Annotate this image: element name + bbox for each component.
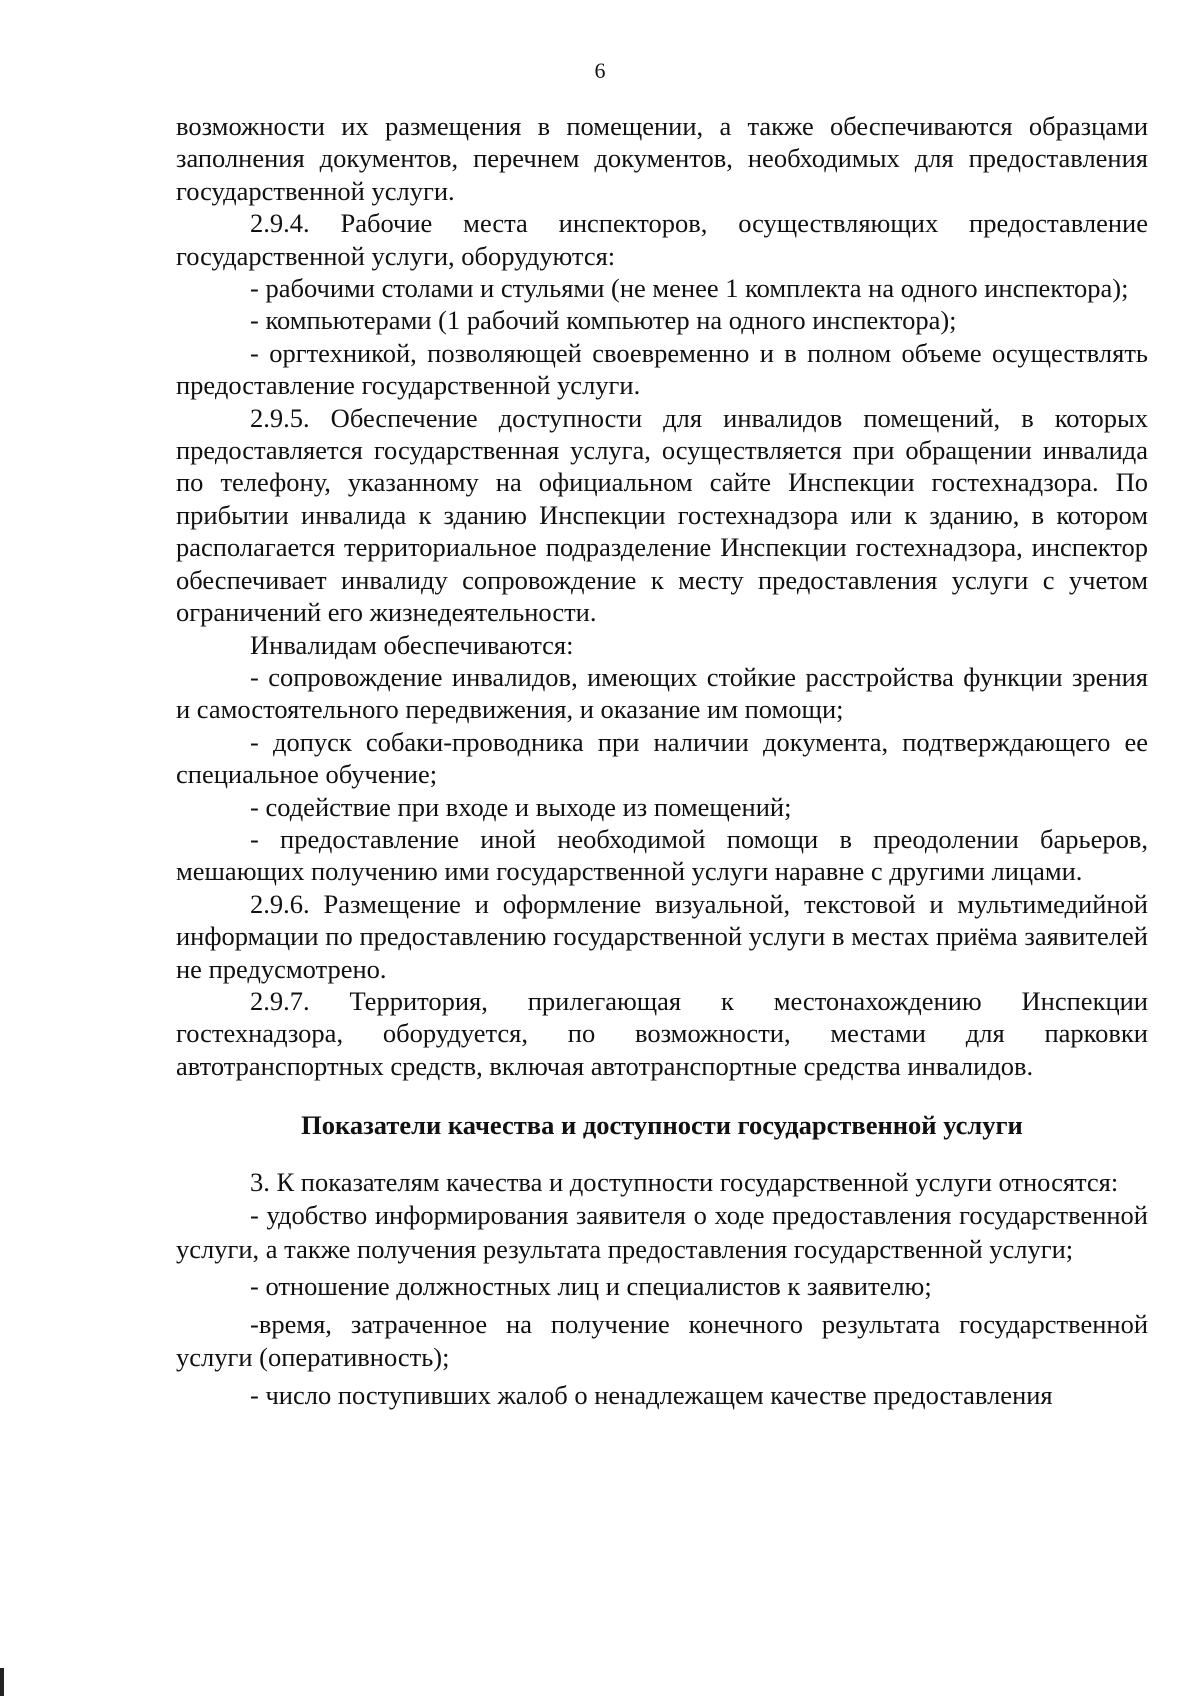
paragraph-2-9-4: 2.9.4. Рабочие места инспекторов, осуществляющих предоставление государственной услуги, оборудуются:	[176, 208, 1148, 271]
list-item-desks: - рабочими столами и стульями (не менее 1 комплекта на одного инспектора);	[250, 273, 1129, 304]
paragraph-2-9-5: 2.9.5. Обеспечение доступности для инвалидов помещений, в которых предоставляется государственная услуга, осуществляется при обращении инвалида по телефону, указанному на официальном сайте Инспекции гостехнадзора. По прибытии инвалида к зданию Инспекции гостехнадзора или к зданию, в котором располагается территориальное подразделение Инспекции гостехнадзора, инспектор обеспечивает инвалиду сопровождение к месту предоставления услуги с учетом ограничений его жизнедеятельности.	[176, 402, 1148, 628]
list-item-entry-exit: - содействие при входе и выходе из помещений;	[250, 791, 792, 822]
paragraph-continuation: возможности их размещения в помещении, а также обеспечиваются образцами заполнения документов, перечнем документов, необходимых для предоставления государственной услуги.	[176, 111, 1148, 206]
list-item-attitude: - отношение должностных лиц и специалистов к заявителю;	[250, 1271, 932, 1302]
paragraph-2-9-7: 2.9.7. Территория, прилегающая к местонахождению Инспекции гостехнадзора, оборудуется, по возможности, местами для парковки автотранспортных средств, включая автотранспортные средства инвалидов.	[176, 985, 1148, 1081]
list-item-complaints: - число поступивших жалоб о ненадлежащем качестве предоставления	[250, 1379, 1053, 1410]
paragraph-3: 3. К показателям качества и доступности государственной услуги относятся:	[250, 1166, 1119, 1197]
scan-edge-mark	[0, 1668, 4, 1696]
list-item-time: -время, затраченное на получение конечного результата государственной услуги (оперативность);	[176, 1308, 1148, 1373]
paragraph-disabled-provided: Инвалидам обеспечиваются:	[250, 629, 574, 660]
list-item-escort: - сопровождение инвалидов, имеющих стойкие расстройства функции зрения и самостоятельного передвижения, и оказание им помощи;	[176, 661, 1148, 725]
page-number: 6	[594, 58, 606, 83]
quality-indicators-section	[176, 1166, 1148, 1413]
list-item-informing: - удобство информирования заявителя о ходе предоставления государственной услуги, а также получения результата предоставления государственной услуги;	[176, 1200, 1148, 1264]
list-item-computers: - компьютерами (1 рабочий компьютер на одного инспектора);	[250, 305, 957, 336]
list-item-office-equipment: - оргтехникой, позволяющей своевременно и в полном объеме осуществлять предоставление государственной услуги.	[176, 337, 1148, 401]
paragraph-2-9-6: 2.9.6. Размещение и оформление визуальной, текстовой и мультимедийной информации по предоставлению государственной услуги в местах приёма заявителей не предусмотрено.	[176, 888, 1148, 984]
list-item-other-help: - предоставление иной необходимой помощи в преодолении барьеров, мешающих получению ими государственной услуги наравне с другими лицами.	[176, 823, 1148, 887]
list-item-guide-dog: - допуск собаки-проводника при наличии документа, подтверждающего ее специальное обучение;	[176, 726, 1148, 790]
document-body	[176, 110, 1148, 1412]
section-heading: Показатели качества и доступности государственной услуги	[301, 1110, 1023, 1141]
